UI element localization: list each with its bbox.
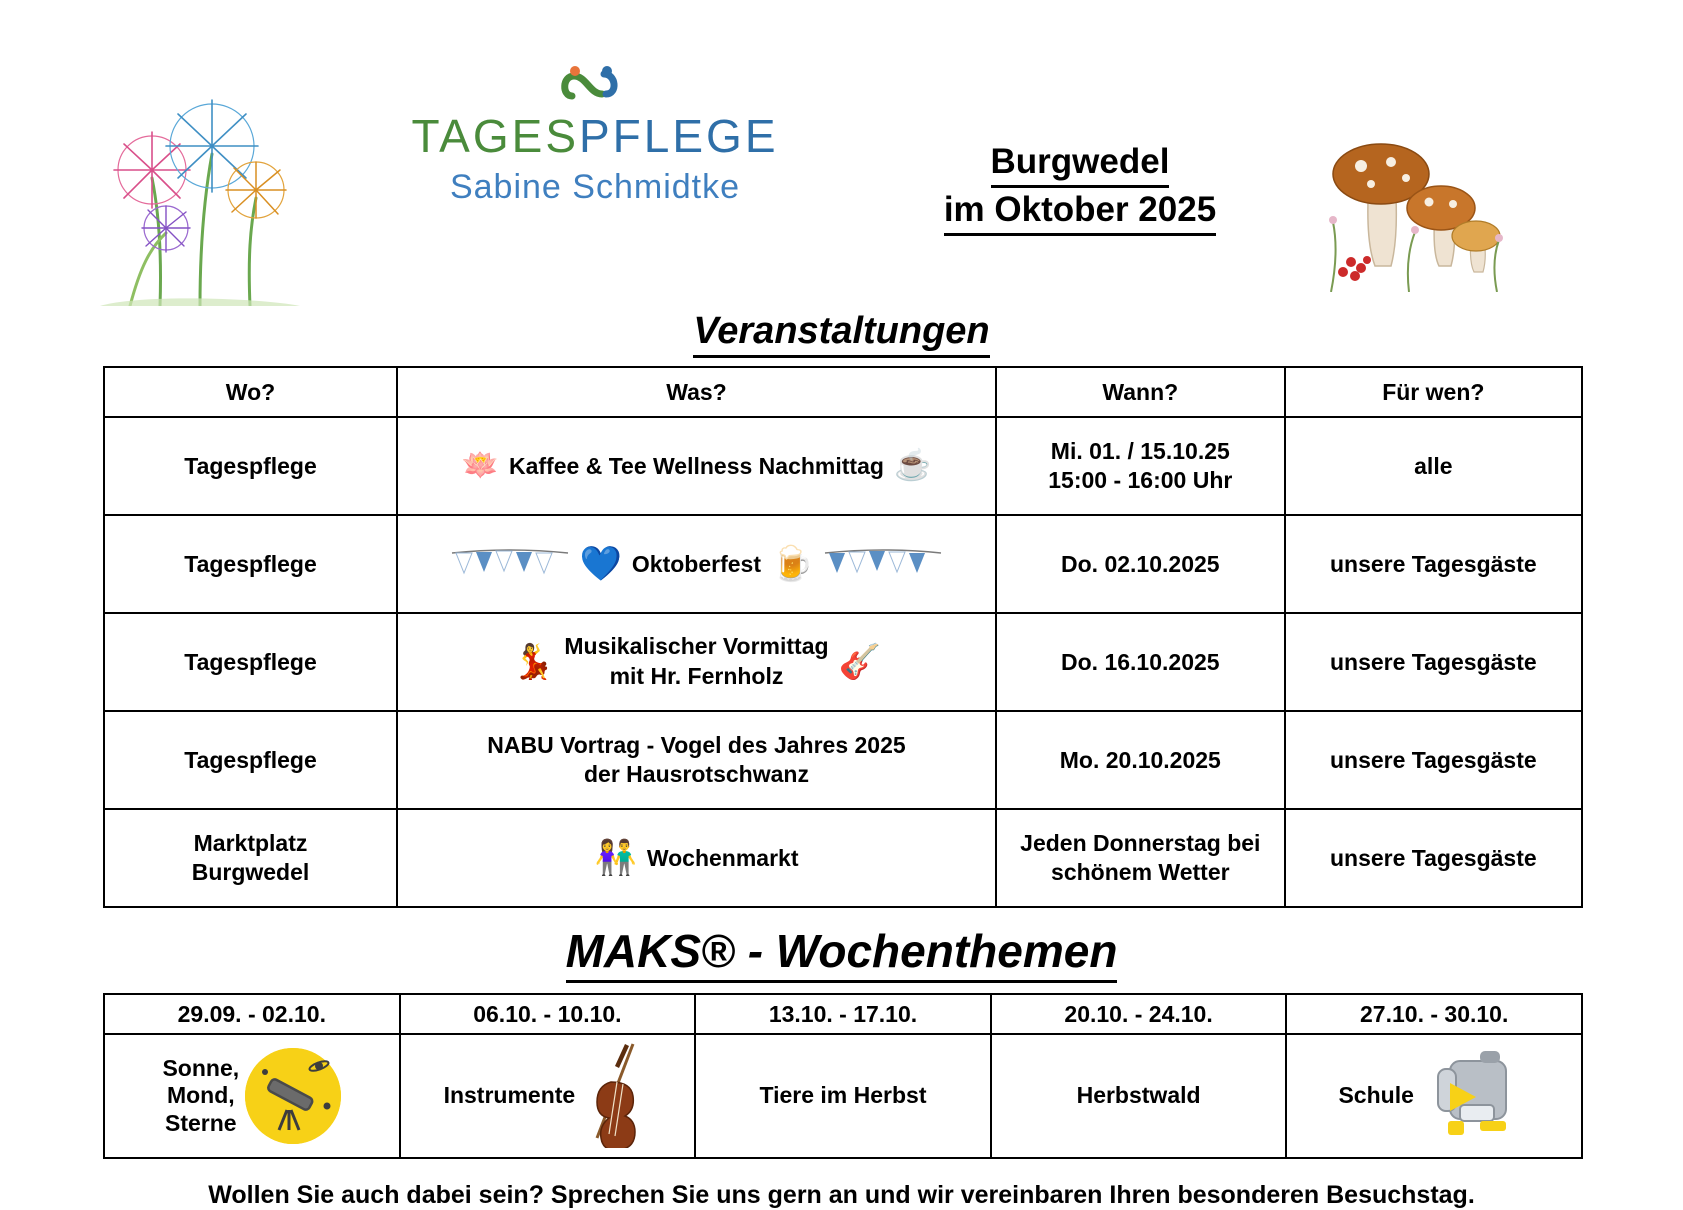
- event-description: [397, 711, 996, 809]
- maks-theme-line2: Mond,: [166, 1082, 235, 1109]
- maks-theme-cell: [1286, 1034, 1582, 1158]
- maks-theme-cell: [400, 1034, 696, 1158]
- table-row: [104, 1034, 1582, 1158]
- maks-theme-label: Schule: [1338, 1082, 1414, 1109]
- event-date: Do. 16.10.2025: [996, 613, 1285, 711]
- table-row: [104, 809, 1582, 907]
- event-description-line2: der Hausrotschwanz: [584, 761, 809, 787]
- event-date-line1: Jeden Donnerstag bei: [1020, 830, 1261, 857]
- event-description: [397, 613, 996, 711]
- events-section-title: [0, 310, 1683, 358]
- events-col-fuer-wen: Für wen?: [1285, 367, 1582, 417]
- events-section-title-text: Veranstaltungen: [693, 310, 989, 358]
- table-row: [104, 613, 1582, 711]
- events-col-was: Was?: [397, 367, 996, 417]
- senior-couple-shopping-icon: 👫: [594, 839, 637, 877]
- maks-week-5: 27.10. - 30.10.: [1286, 994, 1582, 1034]
- event-description: [397, 809, 996, 907]
- page-title-line1: Burgwedel: [991, 140, 1170, 188]
- events-table-header-row: [104, 367, 1582, 417]
- maks-week-3: 13.10. - 17.10.: [695, 994, 991, 1034]
- footer-note: Wollen Sie auch dabei sein? Sprechen Sie uns gern an und wir vereinbaren Ihren besonderen Besuchstag.: [208, 1181, 1475, 1209]
- maks-theme-cell: [104, 1034, 400, 1158]
- maks-theme-label: Herbstwald: [1076, 1082, 1201, 1109]
- event-location-line1: Marktplatz: [193, 830, 308, 857]
- maks-theme-label: Tiere im Herbst: [759, 1082, 927, 1109]
- event-description: [397, 417, 996, 515]
- event-description-text: Kaffee & Tee Wellness Nachmittag: [509, 452, 884, 479]
- brand-title: [360, 112, 830, 160]
- maks-week-4: 20.10. - 24.10.: [991, 994, 1287, 1034]
- maks-theme-label: Instrumente: [443, 1082, 576, 1109]
- maks-weekly-topics-table: [103, 993, 1583, 1159]
- mushrooms-autumn-illustration: [1311, 62, 1511, 292]
- event-description-line2: mit Hr. Fernholz: [609, 663, 784, 689]
- event-location: Tagespflege: [104, 613, 397, 711]
- events-col-wo: Wo?: [104, 367, 397, 417]
- event-date: [996, 417, 1285, 515]
- maks-theme-line1: Sonne,: [162, 1054, 240, 1081]
- table-row: [104, 417, 1582, 515]
- event-location: Tagespflege: [104, 515, 397, 613]
- brand-title-part1: TAGES: [411, 110, 579, 162]
- event-description-line1: NABU Vortrag - Vogel des Jahres 2025: [487, 732, 906, 759]
- maks-week-2: 06.10. - 10.10.: [400, 994, 696, 1034]
- events-table: [103, 366, 1583, 908]
- maks-week-1: 29.09. - 02.10.: [104, 994, 400, 1034]
- school-backpack-icon: [1420, 1043, 1530, 1149]
- guitar-icon: 🎸: [838, 643, 881, 681]
- event-location: Tagespflege: [104, 417, 397, 515]
- event-date: Mo. 20.10.2025: [996, 711, 1285, 809]
- event-description-text: Oktoberfest: [631, 550, 762, 577]
- dancing-couple-icon: 💃: [512, 643, 555, 681]
- page-title: [880, 140, 1280, 236]
- event-date-line2: schönem Wetter: [1051, 859, 1230, 885]
- waterlily-icon: 🪷: [461, 449, 499, 482]
- event-audience: unsere Tagesgäste: [1285, 515, 1582, 613]
- event-audience: unsere Tagesgäste: [1285, 613, 1582, 711]
- event-description-line1: Musikalischer Vormittag: [564, 633, 829, 660]
- infinity-loop-logo: [360, 62, 830, 108]
- maks-section-title: [0, 924, 1683, 983]
- events-col-wann: Wann?: [996, 367, 1285, 417]
- maks-section-title-text: MAKS® - Wochenthemen: [566, 924, 1118, 983]
- event-description: [397, 515, 996, 613]
- brand-title-part2: PFLEGE: [579, 110, 779, 162]
- event-location: [104, 809, 397, 907]
- brand-logo-block: [360, 62, 830, 207]
- event-date: [996, 809, 1285, 907]
- violin-icon: [581, 1038, 651, 1154]
- event-audience: alle: [1285, 417, 1582, 515]
- page-header: [0, 0, 1683, 310]
- event-audience: unsere Tagesgäste: [1285, 711, 1582, 809]
- event-time-line2: 15:00 - 16:00 Uhr: [1048, 467, 1233, 493]
- event-date-line1: Mi. 01. / 15.10.25: [1050, 438, 1230, 465]
- page-title-line2: im Oktober 2025: [944, 188, 1216, 236]
- maks-theme-line3: Sterne: [164, 1109, 237, 1136]
- brand-subtitle: Sabine Schmidtke: [449, 168, 741, 207]
- bunting-flags-icon: [450, 547, 570, 581]
- beer-mug-icon: 🍺: [771, 545, 814, 583]
- coffee-cup-icon: ☕: [893, 449, 932, 482]
- event-description-text: Wochenmarkt: [646, 844, 799, 871]
- table-row: [104, 711, 1582, 809]
- bunting-flags-icon: [823, 547, 943, 581]
- gingerbread-heart-icon: 💙: [579, 545, 622, 583]
- telescope-night-sky-icon: [245, 1048, 341, 1144]
- event-location-line2: Burgwedel: [191, 859, 310, 885]
- event-audience: unsere Tagesgäste: [1285, 809, 1582, 907]
- maks-theme-cell: [695, 1034, 991, 1158]
- event-location: Tagespflege: [104, 711, 397, 809]
- event-date: Do. 02.10.2025: [996, 515, 1285, 613]
- maks-table-header-row: [104, 994, 1582, 1034]
- maks-theme-cell: [991, 1034, 1287, 1158]
- dandelion-watercolor-illustration: [100, 58, 300, 306]
- table-row: [104, 515, 1582, 613]
